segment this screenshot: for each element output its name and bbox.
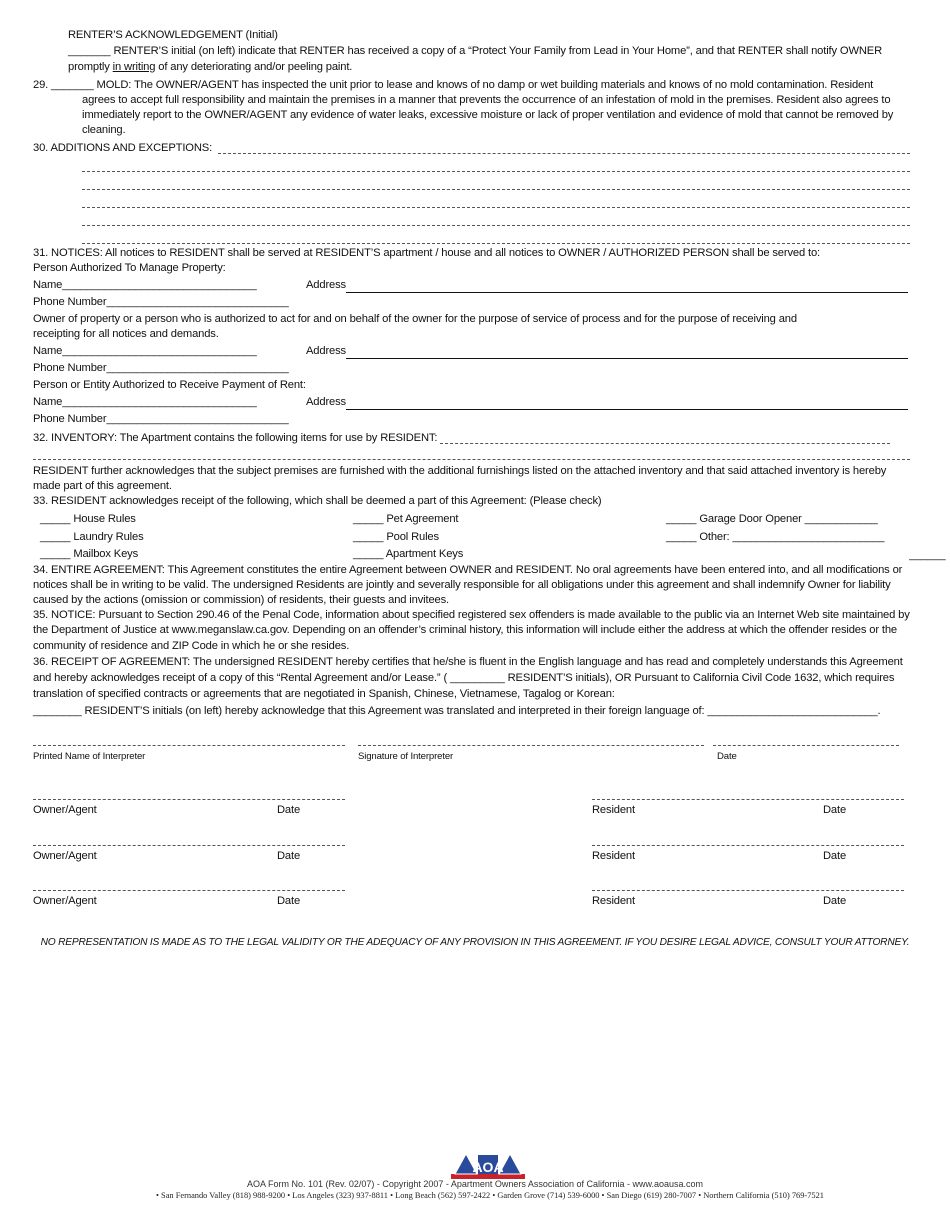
printed-name-label: Printed Name of Interpreter: [33, 751, 146, 762]
check-apartment-keys[interactable]: _____ Apartment Keys: [353, 548, 464, 560]
mold-clause-line: immediately report to the OWNER/AGENT any evidence of water leaks, excessive moisture or lack of proper ventilation and evidence of mold that cannot be removed by: [82, 109, 894, 121]
receipt-items-label: 33. RESIDENT acknowledges receipt of the following, which shall be deemed a part of this Agreement: (Please check): [33, 495, 602, 507]
entire-agreement-text: caused by the actions (omission or commission) of residents, their guests and invitees.: [33, 594, 450, 606]
entire-agreement-text: notices shall be in writing to be valid. The undersigned Residents are jointly and severally responsible for all obligations under this agreement and shall indemnify Owner for liability: [33, 579, 891, 591]
interpreter-signature-label: Signature of Interpreter: [358, 751, 454, 762]
address-field-label: Address: [306, 396, 346, 408]
entire-agreement-text: 34. ENTIRE AGREEMENT: This Agreement constitutes the entire Agreement between OWNER and RESIDENT. No oral agreements have been entered into, and all modifications or: [33, 564, 903, 576]
owner-agent-label: Owner/Agent: [33, 895, 97, 907]
check-pet-agreement[interactable]: _____ Pet Agreement: [353, 513, 459, 525]
check-mailbox-keys[interactable]: _____ Mailbox Keys: [40, 548, 139, 560]
additions-line[interactable]: [82, 243, 910, 244]
resident-signature-line[interactable]: [592, 845, 904, 846]
address-field-label: Address: [306, 279, 346, 291]
megans-law-notice: the Department of Justice at www.meganslaw.ca.gov. Depending on an offender’s criminal history, this information will include either the address at which the offender resides or the: [33, 624, 897, 636]
additions-line[interactable]: [82, 207, 910, 208]
interpreter-date-label: Date: [717, 751, 737, 762]
owner-signature-line[interactable]: [33, 799, 345, 800]
translation-ack-text: ________ RESIDENT’S initials (on left) hereby acknowledge that this Agreement was translated and interpreted in their foreign language of: ____________________________.: [33, 705, 881, 717]
address-field[interactable]: [346, 292, 908, 293]
resident-label: Resident: [592, 895, 635, 907]
renter-ack-line: _______ RENTER’S initial (on left) indicate that RENTER has received a copy of a “Protect Your Family from Lead in Your Home”, and that RENTER shall notify OWNER: [68, 45, 883, 57]
additions-line[interactable]: [82, 225, 910, 226]
check-laundry-rules[interactable]: _____ Laundry Rules: [40, 531, 144, 543]
owner-authorized-text: Owner of property or a person who is authorized to act for and on behalf of the owner for the purpose of service of process and for the purpose of receiving and: [33, 313, 797, 325]
date-label: Date: [823, 850, 847, 862]
date-label: Date: [277, 850, 301, 862]
mold-clause-lead: 29. _______ MOLD: The OWNER/AGENT has inspected the unit prior to lease and knows of no damp or wet building materials and knows of no mold contamination. Resident: [33, 79, 874, 91]
overflow-blank: ______: [909, 549, 946, 561]
inventory-label: 32. INVENTORY: The Apartment contains the following items for use by RESIDENT:: [33, 432, 438, 444]
inventory-text: made part of this agreement.: [33, 480, 172, 492]
footer-form-info: AOA Form No. 101 (Rev. 02/07) - Copyright 2007 - Apartment Owners Association of California - www.aoausa.com: [246, 1179, 704, 1189]
name-field-label: Name________________________________: [33, 345, 257, 357]
resident-signature-line[interactable]: [592, 799, 904, 800]
megans-law-notice: 35. NOTICE: Pursuant to Section 290.46 of the Penal Code, information about specified registered sex offenders is made available to the public via an Internet Web site maintained by: [33, 609, 910, 621]
date-label: Date: [277, 804, 301, 816]
aoa-logo: [449, 1150, 527, 1182]
owner-signature-line[interactable]: [33, 890, 345, 891]
date-label: Date: [823, 804, 847, 816]
interpreter-date-line[interactable]: [713, 745, 899, 746]
owner-authorized-text: receipting for all notices and demands.: [33, 328, 219, 340]
additions-label: 30. ADDITIONS AND EXCEPTIONS:: [33, 142, 213, 154]
name-field-label: Name________________________________: [33, 279, 257, 291]
address-field-label: Address: [306, 345, 346, 357]
inventory-text: RESIDENT further acknowledges that the subject premises are furnished with the additional furnishings listed on the attached inventory and that said attached inventory is hereby: [33, 465, 887, 477]
additions-line[interactable]: [82, 171, 910, 172]
owner-agent-label: Owner/Agent: [33, 804, 97, 816]
inventory-line[interactable]: [440, 443, 890, 444]
resident-signature-line[interactable]: [592, 890, 904, 891]
manage-property-label: Person Authorized To Manage Property:: [33, 262, 226, 274]
legal-disclaimer: NO REPRESENTATION IS MADE AS TO THE LEGAL VALIDITY OR THE ADEQUACY OF ANY PROVISION IN THIS AGREEMENT. IF YOU DESIRE LEGAL ADVICE, CONSULT YOUR ATTORNEY.: [40, 937, 910, 948]
inventory-line[interactable]: [33, 459, 910, 460]
address-field[interactable]: [346, 358, 908, 359]
check-pool-rules[interactable]: _____ Pool Rules: [353, 531, 439, 543]
phone-field-label: Phone Number______________________________: [33, 296, 289, 308]
address-field[interactable]: [346, 409, 908, 410]
check-other[interactable]: _____ Other: _________________________: [666, 531, 885, 543]
renter-ack-line-2: promptly in writing of any deteriorating and/or peeling paint.: [68, 61, 353, 73]
mold-clause-line: agrees to accept full responsibility and maintain the premises in a manner that prevents the occurrence of an infestation of mold in the premises. Resident also agrees to: [82, 94, 891, 106]
receipt-agreement-text: and hereby acknowledges receipt of a copy of this “Rental Agreement and/or Lease.” ( _________ RESIDENT’S initials), OR Pursuant to California Civil Code 1632, which requires: [33, 672, 895, 684]
owner-signature-line[interactable]: [33, 845, 345, 846]
resident-label: Resident: [592, 850, 635, 862]
check-garage-door-opener[interactable]: _____ Garage Door Opener ____________: [666, 513, 878, 525]
phone-field-label: Phone Number______________________________: [33, 362, 289, 374]
receipt-agreement-text: 36. RECEIPT OF AGREEMENT: The undersigned RESIDENT hereby certifies that he/she is fluent in the English language and has read and completely understands this Agreement: [33, 656, 903, 668]
footer-offices: • San Fernando Valley (818) 988-9200 • Los Angeles (323) 937-8811 • Long Beach (562) 597-2422 • Garden Grove (714) 539-6000 • San Diego (619) 280-7007 • Northern California (510) 769-7521: [156, 1191, 824, 1200]
notices-lead: 31. NOTICES: All notices to RESIDENT shall be served at RESIDENT’S apartment / house and all notices to OWNER / AUTHORIZED PERSON shall be served to:: [33, 247, 820, 259]
owner-agent-label: Owner/Agent: [33, 850, 97, 862]
additions-line[interactable]: [82, 189, 910, 190]
date-label: Date: [823, 895, 847, 907]
mold-clause-line: cleaning.: [82, 124, 126, 136]
name-field-label: Name________________________________: [33, 396, 257, 408]
date-label: Date: [277, 895, 301, 907]
logo-text: AOA: [472, 1159, 504, 1175]
phone-field-label: Phone Number______________________________: [33, 413, 289, 425]
additions-line[interactable]: [218, 153, 910, 154]
renter-ack-heading: RENTER’S ACKNOWLEDGEMENT (Initial): [68, 29, 278, 41]
interpreter-name-line[interactable]: [33, 745, 345, 746]
receipt-agreement-text: translation of specified contracts or agreements that are negotiated in Spanish, Chinese, Vietnamese, Tagalog or Korean:: [33, 688, 615, 700]
rent-payment-label: Person or Entity Authorized to Receive Payment of Rent:: [33, 379, 306, 391]
interpreter-signature-line[interactable]: [358, 745, 704, 746]
resident-label: Resident: [592, 804, 635, 816]
check-house-rules[interactable]: _____ House Rules: [40, 513, 136, 525]
megans-law-notice: community of residence and ZIP Code in which he or she resides.: [33, 640, 350, 652]
